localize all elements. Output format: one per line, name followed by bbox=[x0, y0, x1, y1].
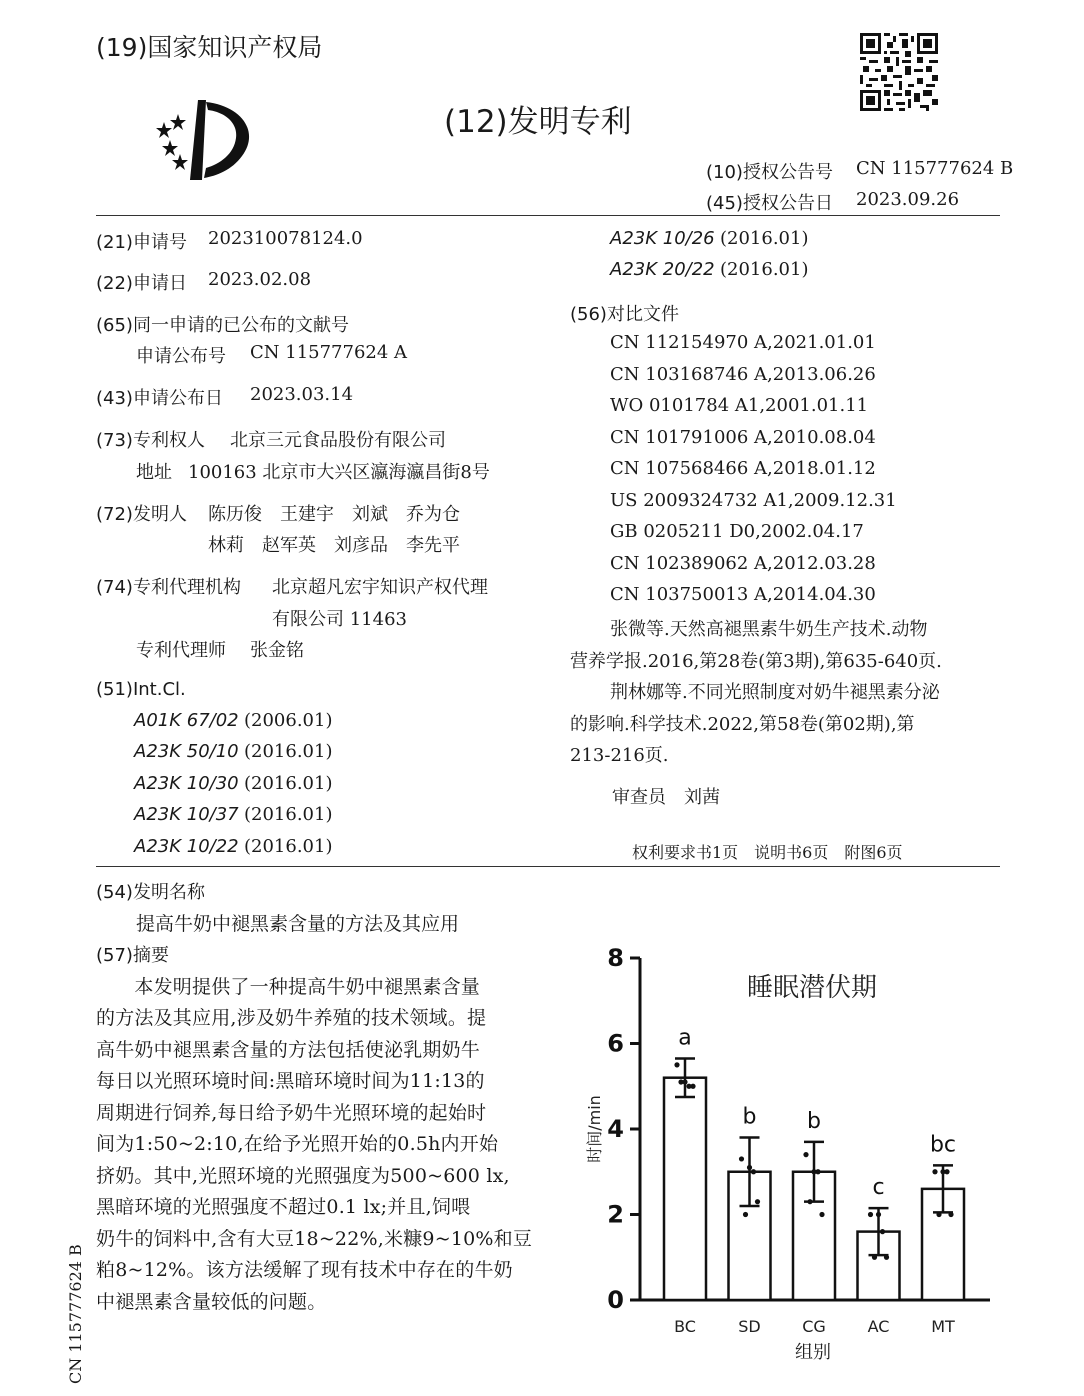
data-point bbox=[682, 1079, 687, 1084]
data-point bbox=[940, 1169, 945, 1174]
star-icon bbox=[162, 140, 178, 156]
data-point bbox=[674, 1062, 679, 1067]
section-divider bbox=[96, 866, 1000, 867]
ipc-version: (2006.01) bbox=[244, 710, 333, 731]
header-divider bbox=[96, 215, 1000, 216]
ipc-version: (2016.01) bbox=[244, 773, 333, 794]
x-tick-label: SD bbox=[738, 1317, 761, 1336]
cited-document: CN 112154970 A,2021.01.01 bbox=[610, 332, 876, 353]
significance-label: b bbox=[807, 1108, 821, 1134]
y-tick-label: 4 bbox=[607, 1115, 624, 1143]
star-icon bbox=[156, 122, 172, 138]
data-point bbox=[807, 1199, 812, 1204]
cited-document: US 2009324732 A1,2009.12.31 bbox=[610, 490, 897, 511]
sleep-latency-chart bbox=[560, 930, 1010, 1370]
y-tick-label: 8 bbox=[607, 944, 624, 972]
star-icon bbox=[170, 114, 186, 130]
ipc-code: A23K 10/26 bbox=[610, 228, 715, 249]
x-tick-label: AC bbox=[867, 1317, 890, 1336]
ipc-code: A23K 10/37 bbox=[134, 804, 239, 825]
ipc-version: (2016.01) bbox=[244, 836, 333, 857]
data-point bbox=[884, 1255, 889, 1260]
abstract-line: 的方法及其应用,涉及奶牛养殖的技术领域。提 bbox=[96, 1007, 487, 1029]
abstract-label: (57)摘要 bbox=[96, 945, 169, 966]
cited-document: CN 103168746 A,2013.06.26 bbox=[610, 364, 876, 385]
abstract-line: 本发明提供了一种提高牛奶中褪黑素含量 bbox=[96, 976, 481, 998]
inventors-line-1: 陈历俊 王建宇 刘斌 乔为仓 bbox=[208, 504, 460, 525]
patentee-value: 北京三元食品股份有限公司 bbox=[230, 430, 446, 451]
patentee-label: (73)专利权人 bbox=[96, 430, 205, 451]
abstract-line: 挤奶。其中,光照环境的光照强度为500~600 lx, bbox=[96, 1165, 510, 1187]
data-point bbox=[868, 1212, 873, 1217]
agent-label: 专利代理师 bbox=[136, 640, 226, 661]
y-tick-label: 2 bbox=[607, 1200, 624, 1229]
ipc-code: A23K 10/30 bbox=[134, 773, 239, 794]
publication-date-value: 2023.03.14 bbox=[250, 384, 354, 405]
examiner-label: 审查员 bbox=[612, 787, 666, 808]
data-point bbox=[932, 1169, 937, 1174]
x-tick-label: CG bbox=[802, 1317, 826, 1336]
cited-document: CN 101791006 A,2010.08.04 bbox=[610, 427, 876, 448]
ipc-code: A23K 20/22 bbox=[610, 259, 715, 280]
y-axis-label: 时间/min bbox=[585, 1095, 604, 1163]
cited-document: CN 103750013 A,2014.04.30 bbox=[610, 584, 876, 605]
address-label: 地址 bbox=[136, 462, 172, 483]
address-value: 100163 北京市大兴区瀛海瀛昌街8号 bbox=[188, 462, 490, 483]
ipc-version: (2016.01) bbox=[720, 259, 809, 280]
abstract-line: 奶牛的饲料中,含有大豆18~22%,米糠9~10%和豆 bbox=[96, 1228, 533, 1250]
x-axis-label: 组别 bbox=[795, 1342, 831, 1363]
abstract-line: 粕8~12%。该方法缓解了现有技术中存在的牛奶 bbox=[96, 1259, 513, 1281]
agency-line-2: 有限公司 11463 bbox=[272, 609, 407, 630]
data-point bbox=[876, 1212, 881, 1217]
data-point bbox=[739, 1156, 744, 1161]
inventors-label: (72)发明人 bbox=[96, 504, 187, 525]
abstract-line: 黑暗环境的光照强度不超过0.1 lx;并且,饲喂 bbox=[96, 1196, 471, 1218]
examiner-value: 刘茜 bbox=[684, 787, 720, 808]
chart-title: 睡眠潜伏期 bbox=[746, 973, 878, 1003]
prior-publication-number: CN 115777624 A bbox=[250, 342, 408, 363]
agency-label: (74)专利代理机构 bbox=[96, 577, 241, 598]
prior-publication-label: (65)同一申请的已公布的文献号 bbox=[96, 315, 349, 336]
application-date-label: (22)申请日 bbox=[96, 273, 187, 294]
cited-document: CN 102389062 A,2012.03.28 bbox=[610, 553, 876, 574]
ipc-code: A23K 10/22 bbox=[134, 836, 239, 857]
data-point bbox=[747, 1165, 752, 1170]
star-icon bbox=[172, 154, 188, 170]
bar bbox=[664, 1078, 706, 1300]
patent-office: (19)国家知识产权局 bbox=[96, 33, 323, 62]
data-point bbox=[872, 1255, 877, 1260]
application-date-value: 2023.02.08 bbox=[208, 269, 312, 290]
cited-literature: 营养学报.2016,第28卷(第3期),第635-640页. bbox=[570, 651, 942, 672]
x-tick-label: BC bbox=[674, 1317, 696, 1336]
side-patent-number: CN 115777624 B bbox=[66, 1244, 85, 1384]
data-point bbox=[686, 1084, 691, 1089]
abstract-line: 高牛奶中褪黑素含量的方法包括使泌乳期奶牛 bbox=[96, 1039, 481, 1061]
page-counts: 权利要求书1页 说明书6页 附图6页 bbox=[632, 843, 903, 862]
cited-literature: 荆林娜等.不同光照制度对奶牛褪黑素分泌 bbox=[610, 682, 940, 703]
publication-date-label: (43)申请公布日 bbox=[96, 388, 223, 409]
data-point bbox=[755, 1199, 760, 1204]
abstract-line: 中褪黑素含量较低的问题。 bbox=[96, 1291, 327, 1313]
ipc-version: (2016.01) bbox=[244, 804, 333, 825]
qr-code bbox=[860, 33, 938, 111]
data-point bbox=[743, 1212, 748, 1217]
ipc-code: A01K 67/02 bbox=[134, 710, 239, 731]
int-cl-label: (51)Int.Cl. bbox=[96, 679, 186, 700]
invention-title-label: (54)发明名称 bbox=[96, 882, 205, 903]
cited-document: CN 107568466 A,2018.01.12 bbox=[610, 458, 876, 479]
ipc-version: (2016.01) bbox=[720, 228, 809, 249]
data-point bbox=[936, 1212, 941, 1217]
application-number-value: 202310078124.0 bbox=[208, 228, 363, 249]
pub-number-value: CN 115777624 B bbox=[856, 158, 1014, 179]
inventors-line-2: 林莉 赵军英 刘彦品 李先平 bbox=[208, 535, 460, 556]
ipc-version: (2016.01) bbox=[244, 741, 333, 762]
data-point bbox=[819, 1212, 824, 1217]
abstract-line: 周期进行饲养,每日给予奶牛光照环境的起始时 bbox=[96, 1102, 487, 1124]
data-point bbox=[803, 1152, 808, 1157]
data-point bbox=[948, 1212, 953, 1217]
agency-line-1: 北京超凡宏宇知识产权代理 bbox=[272, 577, 488, 598]
y-tick-label: 0 bbox=[607, 1286, 624, 1314]
abstract-line: 间为1:50~2:10,在给予光照开始的0.5h内开始 bbox=[96, 1133, 499, 1155]
cited-literature: 张微等.天然高褪黑素牛奶生产技术.动物 bbox=[610, 619, 928, 640]
agent-value: 张金铭 bbox=[250, 640, 304, 661]
application-number-label: (21)申请号 bbox=[96, 232, 187, 253]
ipc-code: A23K 50/10 bbox=[134, 741, 239, 762]
significance-label: bc bbox=[929, 1132, 957, 1158]
cited-literature: 的影响.科学技术.2022,第58卷(第02期),第 bbox=[570, 714, 915, 735]
pub-number-label: (10)授权公告号 bbox=[706, 162, 833, 183]
cited-literature: 213-216页. bbox=[570, 745, 669, 766]
data-point bbox=[880, 1229, 885, 1234]
doc-type-title: (12)发明专利 bbox=[444, 104, 632, 140]
data-point bbox=[811, 1169, 816, 1174]
significance-label: a bbox=[678, 1025, 692, 1051]
data-point bbox=[751, 1169, 756, 1174]
pub-date-label: (45)授权公告日 bbox=[706, 193, 833, 214]
x-tick-label: MT bbox=[931, 1317, 955, 1336]
cited-document: GB 0205211 D0,2002.04.17 bbox=[610, 521, 864, 542]
prior-publication-sub-label: 申请公布号 bbox=[136, 346, 226, 367]
y-tick-label: 6 bbox=[607, 1029, 624, 1058]
cnipa-logo bbox=[150, 92, 262, 184]
significance-label: b bbox=[742, 1104, 757, 1130]
cited-documents-label: (56)对比文件 bbox=[570, 304, 679, 325]
pub-date-value: 2023.09.26 bbox=[856, 189, 960, 210]
significance-label: c bbox=[872, 1175, 885, 1201]
abstract-line: 每日以光照环境时间:黑暗环境时间为11:13的 bbox=[96, 1070, 485, 1092]
cited-document: WO 0101784 A1,2001.01.11 bbox=[610, 395, 869, 416]
invention-title: 提高牛奶中褪黑素含量的方法及其应用 bbox=[136, 913, 460, 935]
